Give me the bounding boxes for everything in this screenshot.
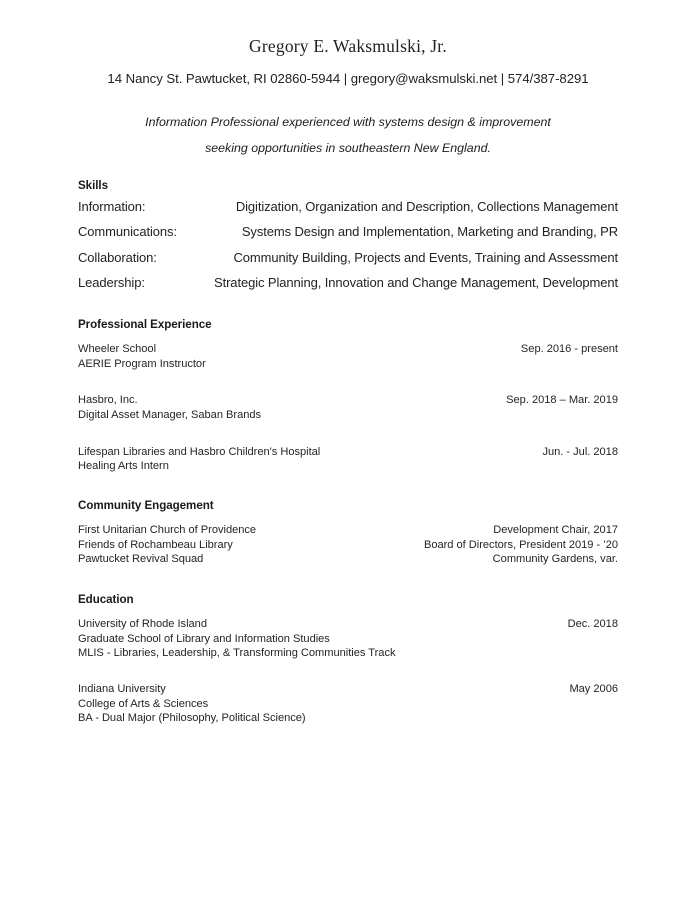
section-title-education: Education [78,592,134,606]
job-title: Healing Arts Intern [78,460,169,473]
community-entry [78,523,618,538]
skill-label: Communications: [78,224,177,240]
employment-dates: Sep. 2018 – Mar. 2019 [506,394,618,407]
community-role: Board of Directors, President 2019 - ’20 [423,538,618,551]
entry-header-row [78,538,618,553]
community-organization: Pawtucket Revival Squad [78,553,204,566]
contact-line: 14 Nancy St. Pawtucket, RI 02860-5944 | gregory@waksmulski.net | 574/387-8291 [107,70,589,86]
entry-header-row [78,393,618,408]
skill-value: Community Building, Projects and Events, Training and Assessment [233,249,618,265]
education-entry [78,682,618,726]
employment-dates: Sep. 2016 - present [520,343,618,356]
graduation-date: Dec. 2018 [567,617,618,630]
community-role: Development Chair, 2017 [493,524,618,537]
community-role: Community Gardens, var. [492,553,618,566]
skill-value: Digitization, Organization and Description, Collections Management [235,198,618,214]
skill-label: Leadership: [78,275,145,291]
community-entry [78,552,618,567]
graduation-date: May 2006 [569,682,618,695]
community-organization: Friends of Rochambeau Library [78,538,233,551]
section-title-skills: Skills [78,178,108,192]
degree-name: MLIS - Libraries, Leadership, & Transforming Communities Track [78,647,396,660]
entry-header-row [78,617,618,632]
section-experience [78,318,618,474]
institution-name: Indiana University [78,682,166,695]
section-community-engagement [78,499,618,567]
skill-value: Systems Design and Implementation, Marketing and Branding, PR [241,224,618,240]
experience-list [78,342,618,474]
employer-name: Lifespan Libraries and Hasbro Children's Hospital [78,445,321,458]
school-name: College of Arts & Sciences [78,697,209,710]
institution-name: University of Rhode Island [78,617,207,630]
degree-name: BA - Dual Major (Philosophy, Political Science) [78,712,306,725]
experience-entry [78,445,618,474]
community-organization: First Unitarian Church of Providence [78,524,257,537]
job-title: AERIE Program Instructor [78,357,206,370]
entry-header-row [78,523,618,538]
section-title-community-engagement: Community Engagement [78,499,214,513]
skill-row [78,225,618,238]
resume-body [78,179,618,726]
skill-row [78,276,618,289]
skill-row [78,200,618,213]
skill-value: Strategic Planning, Innovation and Change Management, Development [214,275,618,291]
entry-header-row [78,342,618,357]
job-title: Digital Asset Manager, Saban Brands [78,409,262,422]
skill-row [78,251,618,264]
entry-header-row [78,445,618,460]
entry-header-row [78,552,618,567]
education-list [78,617,618,726]
skill-label: Collaboration: [78,249,157,265]
employer-name: Hasbro, Inc. [78,394,138,407]
skill-label: Information: [78,198,146,214]
skills-list [78,200,618,290]
school-name: Graduate School of Library and Information Studies [78,632,330,645]
objective-line-1: Information Professional experienced with systems design & improvement [145,114,551,129]
employer-name: Wheeler School [78,343,157,356]
community-list [78,523,618,567]
objective-statement [0,116,696,155]
education-entry [78,617,618,661]
section-skills [78,179,618,290]
experience-entry [78,393,618,422]
entry-header-row [78,682,618,697]
objective-line-2: seeking opportunities in southeastern New England. [205,141,491,156]
employment-dates: Jun. - Jul. 2018 [542,445,618,458]
section-education [78,593,618,726]
community-entry [78,538,618,553]
experience-entry [78,342,618,371]
section-title-experience: Professional Experience [78,318,212,332]
resume-header [0,0,696,86]
candidate-name: Gregory E. Waksmulski, Jr. [249,36,447,56]
